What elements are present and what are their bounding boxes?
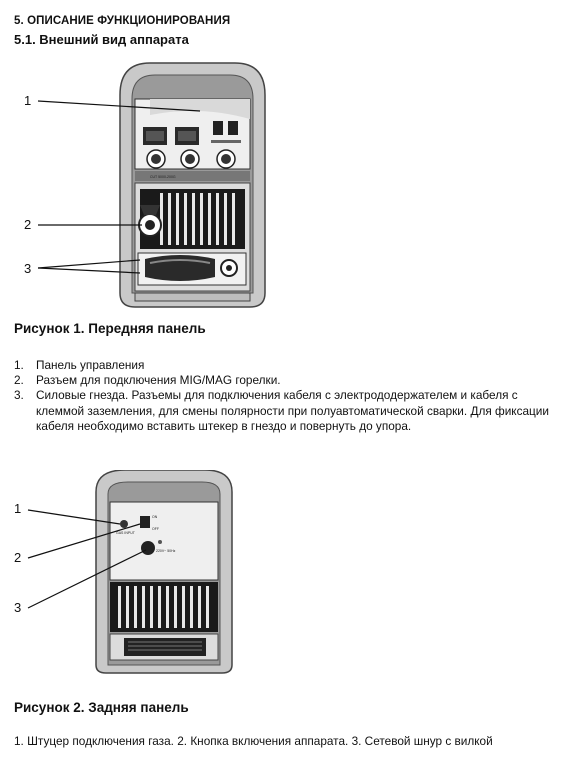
model-label: CUT 5000-200G — [150, 175, 176, 179]
front-callout-2: 2 — [24, 217, 32, 232]
section-heading: 5. ОПИСАНИЕ ФУНКЦИОНИРОВАНИЯ — [14, 15, 231, 27]
front-callout-3: 3 — [24, 261, 32, 276]
switch-off-label: OFF — [152, 527, 159, 531]
rear-callout-3: 3 — [14, 600, 22, 615]
figure2-description: 1. Штуцер подключения газа. 2. Кнопка включения аппарата. 3. Сетевой шнур с вилкой — [14, 734, 493, 748]
rear-panel-figure — [0, 470, 565, 675]
front-panel-figure — [0, 55, 565, 315]
list-item: 1. Панель управления — [14, 358, 145, 372]
figure2-caption: Рисунок 2. Задняя панель — [14, 700, 189, 715]
list-item: 2. Разъем для подключения MIG/MAG горелки. — [14, 373, 281, 388]
figure1-caption: Рисунок 1. Передняя панель — [14, 321, 206, 336]
subsection-heading: 5.1. Внешний вид аппарата — [14, 32, 189, 47]
power-label: 220V~ 50Hz — [156, 549, 176, 553]
figure1-legend-list — [14, 358, 554, 434]
rear-callout-1: 1 — [14, 501, 22, 516]
front-callout-1: 1 — [24, 93, 32, 108]
rear-callout-2: 2 — [14, 550, 22, 565]
switch-on-label: ON — [152, 515, 158, 519]
list-item: 3. Силовые гнезда. Разъемы для подключения кабеля с электрододержателем и кабеля с клеммой заземления, для смены полярности при полуавтоматической сварки. Для фиксации кабеля необходимо вставить штекер в гнездо и повернуть до упора. — [14, 388, 549, 433]
gas-input-label: GAS INPUT — [116, 531, 135, 535]
